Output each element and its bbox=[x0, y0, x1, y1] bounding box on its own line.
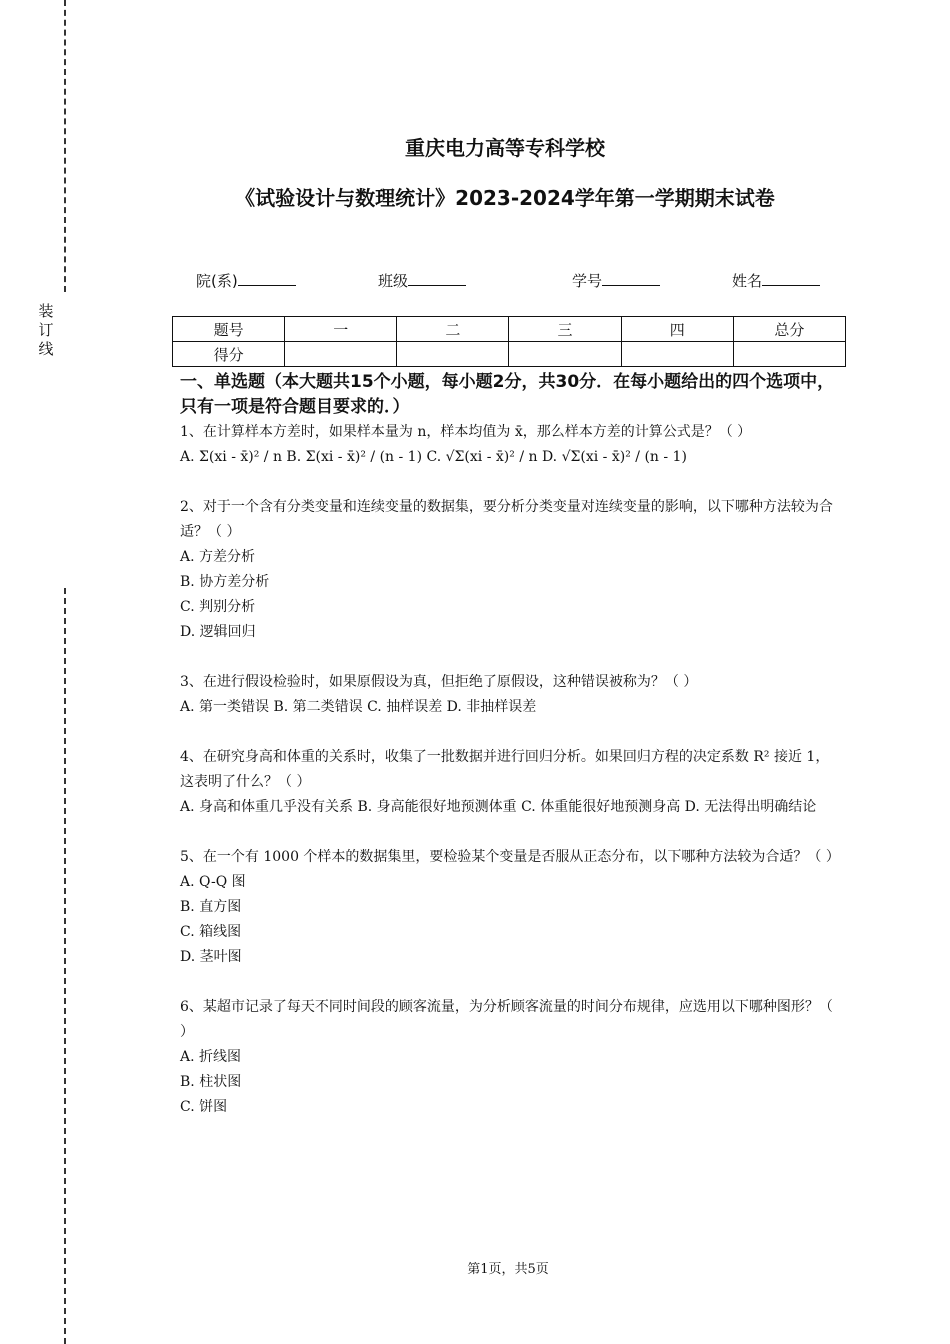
option-d: D. 茎叶图 bbox=[180, 949, 242, 965]
question-6 bbox=[180, 995, 838, 1120]
header-cell: 二 bbox=[397, 317, 509, 342]
header-cell: 三 bbox=[509, 317, 621, 342]
score-table bbox=[172, 316, 846, 367]
option-a: A. Q-Q 图 bbox=[180, 874, 246, 890]
info-field-student-id[interactable]: 学号 bbox=[572, 270, 660, 291]
section-title: 一、单选题（本大题共15个小题，每小题2分，共30分．在每小题给出的四个选项中，只有一项是符合题目要求的．） bbox=[180, 372, 835, 417]
info-field-name[interactable]: 姓名 bbox=[732, 270, 820, 291]
score-row-label: 得分 bbox=[173, 342, 285, 367]
score-cell[interactable] bbox=[285, 342, 397, 367]
binding-label: 装订线 bbox=[38, 302, 54, 358]
blank-line bbox=[762, 271, 820, 286]
question-1 bbox=[180, 420, 838, 470]
info-field-class[interactable]: 班级 bbox=[378, 270, 466, 291]
option-b: B. 协方差分析 bbox=[180, 574, 270, 590]
option-a: A. 方差分析 bbox=[180, 549, 256, 565]
option-b: B. 直方图 bbox=[180, 899, 242, 915]
question-options: A. Σ(xi - x̄)² / n B. Σ(xi - x̄)² / (n - 1) C. √Σ(xi - x̄)² / n D. √Σ(xi - x̄)² / (n - 1) bbox=[180, 449, 687, 465]
question-2 bbox=[180, 495, 838, 645]
exam-title: 《试验设计与数理统计》2023-2024学年第一学期期末试卷 bbox=[235, 186, 775, 210]
question-stem: 5、在一个有 1000 个样本的数据集里，要检验某个变量是否服从正态分布，以下哪种方法较为合适？（ ） bbox=[180, 849, 840, 865]
info-field-department[interactable]: 院(系) bbox=[196, 270, 296, 291]
question-stem: 2、对于一个含有分类变量和连续变量的数据集，要分析分类变量对连续变量的影响，以下哪种方法较为合适？（ ） bbox=[180, 499, 833, 540]
header-cell: 题号 bbox=[173, 317, 285, 342]
score-cell[interactable] bbox=[509, 342, 621, 367]
question-stem: 1、在计算样本方差时，如果样本量为 n，样本均值为 x̄，那么样本方差的计算公式是？（ ） bbox=[180, 424, 752, 440]
header-cell: 一 bbox=[285, 317, 397, 342]
question-options: A. 第一类错误 B. 第二类错误 C. 抽样误差 D. 非抽样误差 bbox=[180, 699, 537, 715]
blank-line bbox=[408, 271, 466, 286]
option-c: C. 饼图 bbox=[180, 1099, 228, 1115]
page-footer: 第1页，共5页 bbox=[467, 1262, 549, 1277]
option-c: C. 判别分析 bbox=[180, 599, 256, 615]
blank-line bbox=[602, 271, 660, 286]
option-c: C. 箱线图 bbox=[180, 924, 242, 940]
score-cell[interactable] bbox=[397, 342, 509, 367]
blank-line bbox=[238, 271, 296, 286]
question-options: A. 身高和体重几乎没有关系 B. 身高能很好地预测体重 C. 体重能很好地预测身高 D. 无法得出明确结论 bbox=[180, 799, 817, 815]
question-stem: 4、在研究身高和体重的关系时，收集了一批数据并进行回归分析。如果回归方程的决定系数 R² 接近 1，这表明了什么？（ ） bbox=[180, 749, 830, 790]
header-cell: 总分 bbox=[733, 317, 845, 342]
score-cell[interactable] bbox=[733, 342, 845, 367]
question-stem: 3、在进行假设检验时，如果原假设为真，但拒绝了原假设，这种错误被称为？（ ） bbox=[180, 674, 698, 690]
option-d: D. 逻辑回归 bbox=[180, 624, 256, 640]
question-stem: 6、某超市记录了每天不同时间段的顾客流量，为分析顾客流量的时间分布规律，应选用以下哪种图形？（ ） bbox=[180, 999, 833, 1040]
school-name: 重庆电力高等专科学校 bbox=[405, 136, 605, 160]
score-cell[interactable] bbox=[621, 342, 733, 367]
score-table-score-row bbox=[173, 342, 846, 367]
question-4 bbox=[180, 745, 838, 820]
question-3 bbox=[180, 670, 838, 720]
binding-dashed-line-bottom bbox=[64, 588, 66, 1344]
question-5 bbox=[180, 845, 838, 970]
option-a: A. 折线图 bbox=[180, 1049, 242, 1065]
score-table-header-row bbox=[173, 317, 846, 342]
option-b: B. 柱状图 bbox=[180, 1074, 242, 1090]
header-cell: 四 bbox=[621, 317, 733, 342]
question-list bbox=[180, 420, 838, 1120]
